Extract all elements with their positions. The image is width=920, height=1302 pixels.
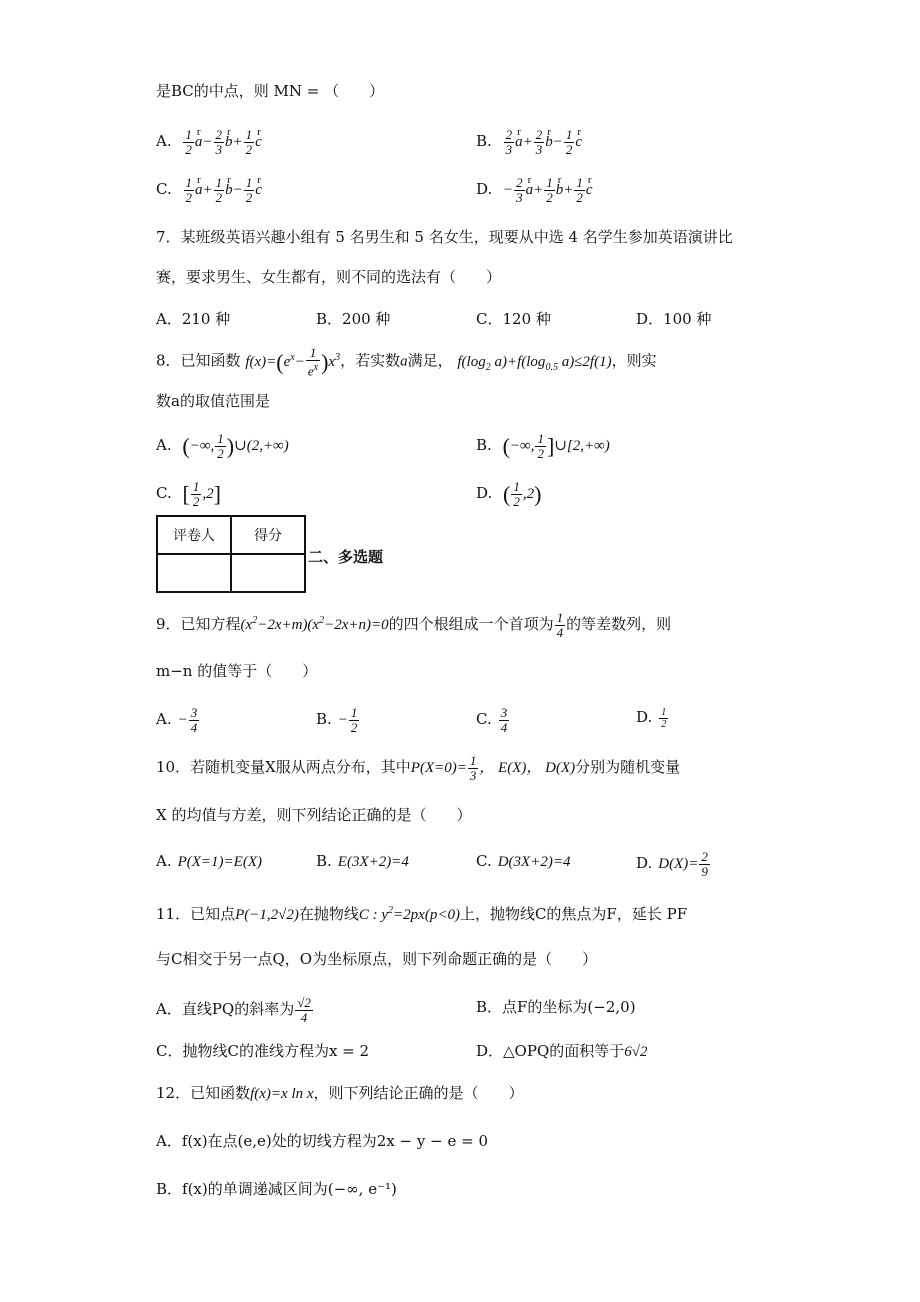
q12-option-b[interactable]: B．f(x)的单调递减区间为(−∞, e⁻¹) bbox=[156, 1180, 397, 1198]
q8-option-d-formula: ( $\frac{1}{2}$ ,2) bbox=[503, 479, 542, 509]
q6-stem-text: 是BC的中点，则 MN = （ ） bbox=[156, 82, 385, 100]
q9-option-b[interactable] bbox=[316, 706, 360, 735]
q12-function: f(x)=x ln x bbox=[250, 1086, 314, 1102]
q12-stem bbox=[156, 1082, 524, 1105]
q7-option-a[interactable]: A．210 种 bbox=[156, 310, 231, 328]
q6-option-c-formula: $\frac{1}{2}$ r a+ $\frac{1}{2}$ r b− $\frac{1}{2}$ r c bbox=[183, 182, 262, 198]
q6-option-d-formula: − $\frac{2}{3}$ r a+ $\frac{1}{2}$ r b+ $\frac{1}{2}$ r c bbox=[503, 182, 593, 198]
q8-option-b[interactable] bbox=[476, 432, 610, 461]
option-label: B. bbox=[316, 709, 332, 728]
score-table-header-grader: 评卷人 bbox=[157, 516, 231, 554]
q8-text-a: 8．已知函数 bbox=[156, 351, 241, 370]
q9-text-c: 的等差数列，则 bbox=[566, 615, 672, 633]
q6-option-a-formula: $\frac{1}{2}$ r a− $\frac{2}{3}$ r b+ $\frac{1}{2}$ r c bbox=[182, 134, 261, 150]
q11-text-c: 上，抛物线C的焦点为F，延长 PF bbox=[459, 905, 688, 923]
option-label: D. bbox=[476, 483, 493, 502]
q11-point-p: P(−1,2√2) bbox=[235, 907, 299, 923]
q10-option-b-formula: E(3X+2)=4 bbox=[337, 854, 409, 870]
q11-option-a-value: $\frac{√2}{4}$ bbox=[297, 995, 311, 1025]
q10-stem-line1 bbox=[156, 754, 680, 783]
score-table bbox=[156, 515, 306, 593]
q6-option-c[interactable] bbox=[156, 176, 262, 205]
q8-text-c: 满足， bbox=[407, 351, 453, 370]
option-label: A. bbox=[156, 435, 172, 454]
q8-condition-formula: $f(\log_2$ $a)+f(\log_{0.5}$ a)≤2f(1) bbox=[457, 353, 612, 373]
q8-function-formula: $f(x)=(e^x-$ $\frac{1}{e^x}$ )$x^3$ bbox=[245, 345, 341, 379]
option-label: C. bbox=[476, 709, 492, 728]
q7-option-c[interactable]: C．120 种 bbox=[476, 310, 551, 328]
q9-stem-line1 bbox=[156, 610, 671, 640]
q8-text-b: ，若实数 bbox=[340, 351, 401, 370]
q11-stem-line1 bbox=[156, 900, 687, 926]
option-label: C. bbox=[156, 483, 172, 502]
q7-stem-line1: 7．某班级英语兴趣小组有 5 名男生和 5 名女生，现要从中选 4 名学生参加英语演讲比 bbox=[156, 228, 733, 246]
section-title-multiple-choice: 二、多选题 bbox=[308, 548, 384, 566]
q6-option-b-formula: $\frac{2}{3}$ r a+ $\frac{2}{3}$ r b− $\frac{1}{2}$ r c bbox=[503, 134, 582, 150]
q8-option-d[interactable] bbox=[476, 480, 541, 509]
q9-option-b-value: − $\frac{1}{2}$ bbox=[337, 705, 358, 735]
q10-option-a-formula: P(X=1)=E(X) bbox=[177, 854, 262, 870]
q10-probability: P(X=0)= $\frac{1}{3}$ ， E(X)， D(X) bbox=[410, 753, 576, 783]
q8-stem-line2: 数a的取值范围是 bbox=[156, 392, 270, 410]
option-label: D. bbox=[636, 853, 653, 872]
q6-option-d[interactable] bbox=[476, 176, 593, 205]
q9-equation: $(x^2-2x+m)(x^2-2x+n)=0$ bbox=[240, 615, 389, 633]
q9-stem-line2: m−n 的值等于（ ） bbox=[156, 662, 318, 680]
q9-option-d[interactable] bbox=[636, 706, 669, 730]
option-label: B. bbox=[476, 435, 492, 454]
q9-text-b: 的四个根组成一个首项为 bbox=[388, 615, 554, 633]
q11-text-b: 在抛物线 bbox=[298, 905, 359, 923]
q9-option-c[interactable] bbox=[476, 706, 510, 735]
q8-option-a[interactable] bbox=[156, 432, 289, 461]
score-table-grader-cell[interactable] bbox=[157, 554, 231, 592]
option-label: A. bbox=[156, 852, 172, 870]
q10-option-d-formula: D(X)= $\frac{2}{9}$ bbox=[658, 849, 708, 879]
option-label: D. bbox=[476, 179, 493, 198]
q11-option-d-value: 6√2 bbox=[624, 1044, 648, 1060]
q10-text-a: 10．若随机变量X服从两点分布，其中 bbox=[156, 757, 411, 776]
option-label: C. bbox=[476, 852, 492, 870]
q8-text-d: ，则实 bbox=[611, 351, 657, 370]
q11-option-c[interactable]: C．抛物线C的准线方程为x = 2 bbox=[156, 1042, 370, 1060]
q11-stem-line2: 与C相交于另一点Q，O为坐标原点，则下列命题正确的是（ ） bbox=[156, 950, 598, 968]
q7-stem-line2: 赛，要求男生、女生都有，则不同的选法有（ ） bbox=[156, 268, 502, 286]
q10-text-b: 分别为随机变量 bbox=[575, 757, 681, 776]
option-label: B. bbox=[316, 852, 332, 870]
q10-option-c[interactable] bbox=[476, 850, 570, 873]
q11-option-d[interactable] bbox=[476, 1040, 648, 1063]
q8-var-a: a bbox=[400, 353, 408, 370]
q10-option-d[interactable] bbox=[636, 850, 711, 879]
q8-option-c-formula: [ $\frac{1}{2}$ ,2] bbox=[182, 479, 221, 509]
score-table-header-score: 得分 bbox=[231, 516, 305, 554]
q10-option-b[interactable] bbox=[316, 850, 409, 873]
q11-parabola: C : $y^2=2px(p<0)$ bbox=[358, 905, 460, 923]
q12-text-b: ，则下列结论正确的是（ ） bbox=[313, 1084, 524, 1102]
q11-text-a: 11．已知点 bbox=[156, 905, 236, 923]
q12-text-a: 12．已知函数 bbox=[156, 1084, 251, 1102]
q7-option-d[interactable]: D．100 种 bbox=[636, 310, 712, 328]
q12-option-a[interactable]: A．f(x)在点(e,e)处的切线方程为2x − y − e = 0 bbox=[156, 1132, 488, 1150]
q9-first-term: $\frac{1}{4}$ bbox=[556, 610, 564, 641]
q9-option-a[interactable] bbox=[156, 706, 200, 735]
q7-option-b[interactable]: B．200 种 bbox=[316, 310, 391, 328]
q8-option-b-formula: (−∞, $\frac{1}{2}$ ]∪[2,+∞) bbox=[502, 431, 610, 461]
q9-option-a-value: − $\frac{3}{4}$ bbox=[177, 705, 198, 735]
q8-option-a-formula: (−∞, $\frac{1}{2}$ )∪(2,+∞) bbox=[182, 431, 289, 461]
q10-option-c-formula: D(3X+2)=4 bbox=[497, 854, 571, 870]
q6-stem bbox=[156, 80, 384, 102]
q9-option-c-value: $\frac{3}{4}$ bbox=[500, 705, 508, 735]
q10-option-a[interactable] bbox=[156, 850, 262, 873]
q11-option-a-text: A．直线PQ的斜率为 bbox=[156, 999, 295, 1018]
q8-option-c[interactable] bbox=[156, 480, 221, 509]
q6-option-a[interactable] bbox=[156, 128, 262, 157]
q11-option-a[interactable] bbox=[156, 996, 314, 1025]
option-label: C. bbox=[156, 179, 172, 198]
option-label: A. bbox=[156, 131, 172, 150]
score-table-score-cell[interactable] bbox=[231, 554, 305, 592]
q11-option-b[interactable]: B．点F的坐标为(−2,0) bbox=[476, 998, 636, 1016]
q9-option-d-value: $\frac{1}{2}$ bbox=[661, 707, 667, 731]
q10-stem-line2: X 的均值与方差，则下列结论正确的是（ ） bbox=[156, 806, 472, 824]
q11-option-d-text: D．△OPQ的面积等于 bbox=[476, 1042, 625, 1060]
q8-stem-line1 bbox=[156, 346, 657, 379]
option-label: B. bbox=[476, 131, 492, 150]
q6-option-b[interactable] bbox=[476, 128, 582, 157]
option-label: D. bbox=[636, 708, 653, 726]
option-label: A. bbox=[156, 709, 172, 728]
q9-text-a: 9．已知方程 bbox=[156, 615, 241, 633]
